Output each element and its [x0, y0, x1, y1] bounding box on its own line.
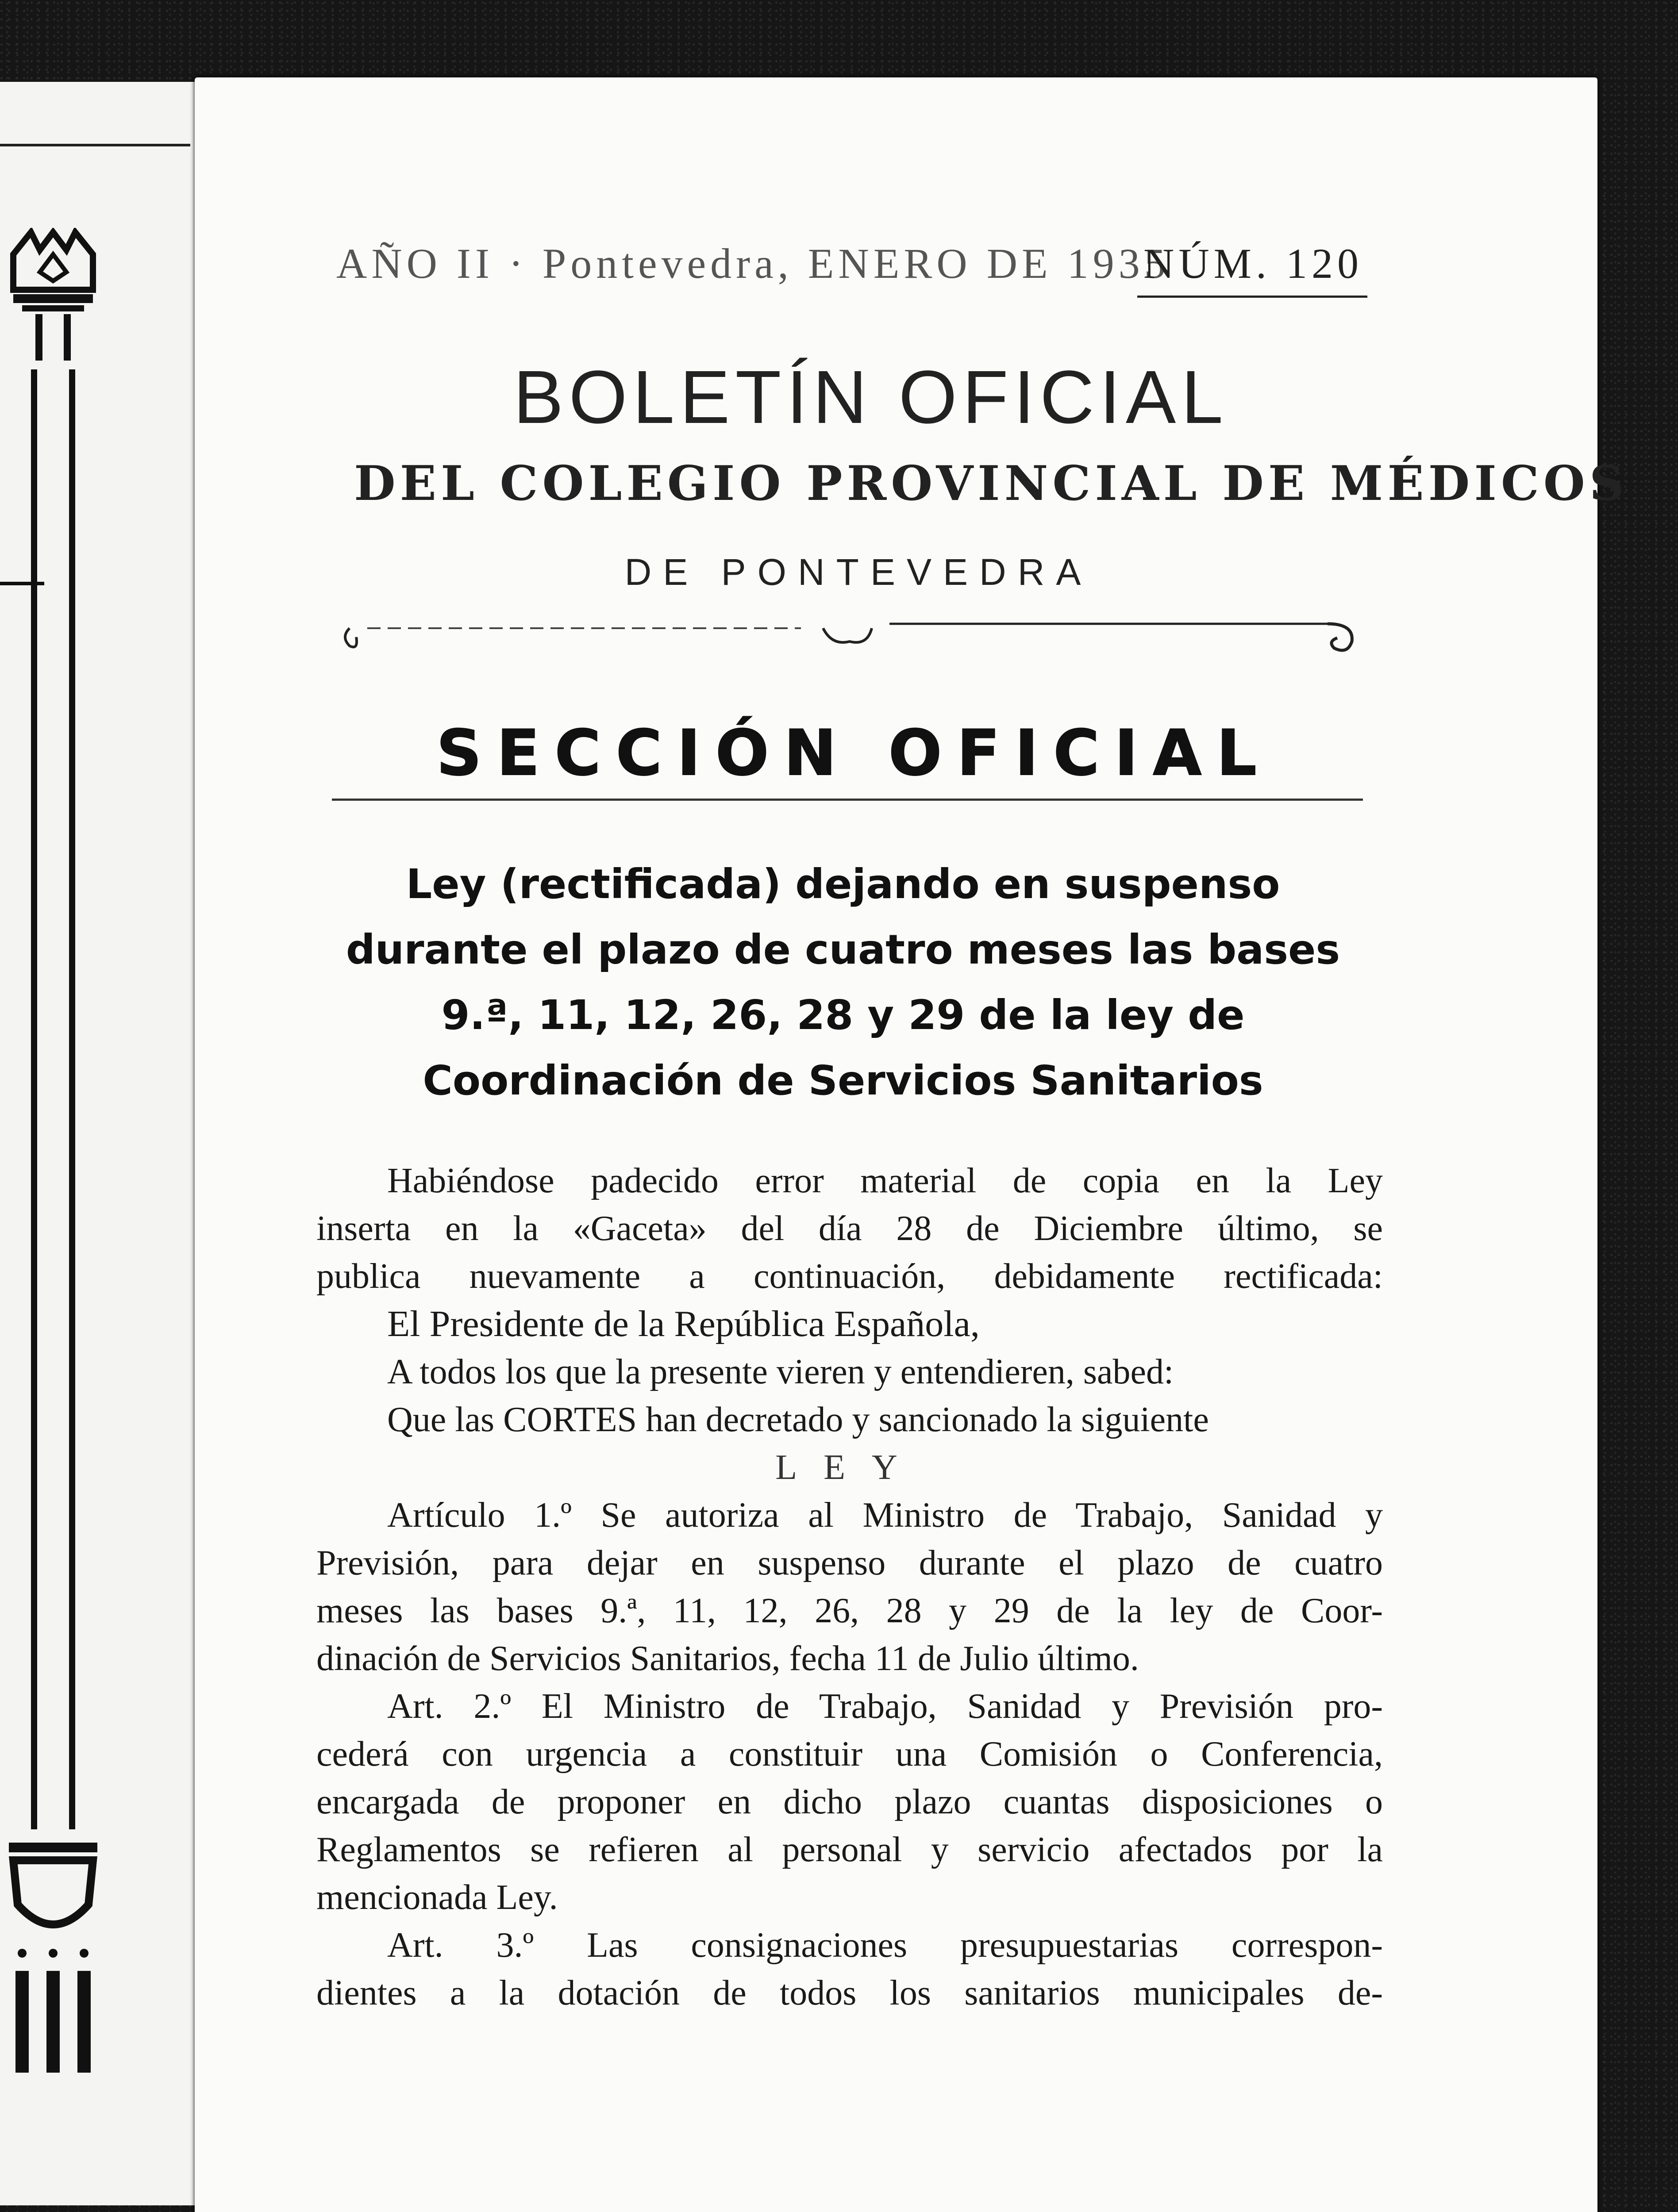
section-rule: [332, 799, 1363, 801]
article-1-line: Artículo 1.º Se autoriza al Ministro de Trabajo, Sanidad y: [387, 1496, 1383, 1535]
tassel-ornament-icon: [4, 1843, 102, 2090]
masthead-place: DE PONTEVEDRA: [624, 551, 1093, 593]
masthead-title: BOLETÍN OFICIAL: [513, 355, 1228, 439]
ley-heading: LEY: [775, 1448, 924, 1487]
issue-header: [336, 239, 1363, 292]
article-2-line: encargada de proponer en dicho plazo cuantas disposiciones o: [316, 1782, 1383, 1821]
column-rule-icon: [29, 369, 77, 1829]
article-1-line: meses las bases 9.ª, 11, 12, 26, 28 y 29 de la ley de Coor-: [316, 1591, 1383, 1630]
left-page-rule-top: [0, 144, 190, 146]
intro-line: Habiéndose padecido error material de copia en la Ley: [387, 1161, 1383, 1200]
section-title: SECCIÓN OFICIAL: [436, 717, 1272, 790]
article-1-line: dinación de Servicios Sanitarios, fecha 11 de Julio último.: [316, 1639, 1139, 1678]
flourish-divider-icon: [336, 611, 1363, 659]
masthead-subtitle: DEL COLEGIO PROVINCIAL DE MÉDICOS: [354, 456, 1628, 511]
law-title-line: Ley (rectificada) dejando en suspenso: [406, 860, 1280, 908]
law-title: [319, 852, 1367, 1114]
law-title-line: 9.ª, 11, 12, 26, 28 y 29 de la ley de: [441, 991, 1245, 1039]
declaration-line: A todos los que la presente vieren y entendieren, sabed:: [387, 1352, 1174, 1391]
law-title-line: Coordinación de Servicios Sanitarios: [423, 1057, 1263, 1104]
declaration-line: Que las CORTES han decretado y sancionado la siguiente: [387, 1400, 1209, 1439]
article-2-line: mencionada Ley.: [316, 1878, 558, 1917]
article-3-line: Art. 3.º Las consignaciones presupuestarias correspon-: [387, 1926, 1383, 1965]
president-line: El Presidente de la República Española,: [387, 1303, 980, 1344]
article-body: [316, 1157, 1383, 2017]
crown-ornament-icon: [4, 228, 102, 361]
intro-line: publica nuevamente a continuación, debidamente rectificada:: [316, 1257, 1383, 1296]
issue-number: NÚM. 120: [1143, 240, 1363, 287]
article-2-line: Art. 2.º El Ministro de Trabajo, Sanidad y Previsión pro-: [387, 1687, 1383, 1726]
issue-date-line: AÑO II · Pontevedra, ENERO DE 1935: [336, 240, 1170, 287]
adjacent-page-edge: [0, 82, 195, 2205]
issue-number-rule: [1137, 296, 1367, 298]
article-1-line: Previsión, para dejar en suspenso durante el plazo de cuatro: [316, 1544, 1383, 1582]
article-2-line: Reglamentos se refieren al personal y servicio afectados por la: [316, 1830, 1383, 1869]
article-2-line: cederá con urgencia a constituir una Comisión o Conferencia,: [316, 1735, 1383, 1774]
law-title-line: durante el plazo de cuatro meses las bases: [346, 926, 1340, 973]
intro-line: inserta en la «Gaceta» del día 28 de Diciembre último, se: [316, 1209, 1383, 1248]
article-3-line: dientes a la dotación de todos los sanitarios municipales de-: [316, 1974, 1383, 2012]
